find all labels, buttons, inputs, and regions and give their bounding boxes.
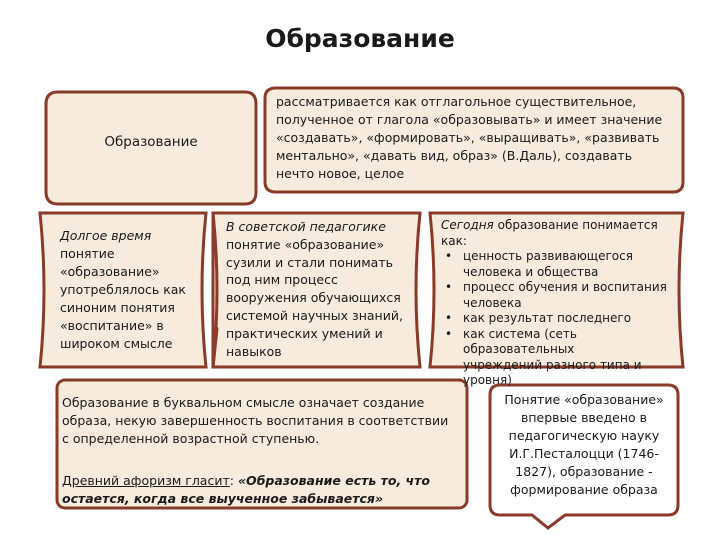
today-list <box>441 249 681 389</box>
definition-line: полученное от глагола «образовывать» и имеет значение <box>276 112 663 127</box>
soviet-line: понятие «образование» <box>226 236 385 252</box>
longtime-line: понятие <box>60 246 115 261</box>
callout-line: 1827), образование - <box>515 464 653 479</box>
callout-line: впервые введено в <box>521 410 647 425</box>
literal-line: образа, некую завершенность воспитания в соответствии <box>62 413 449 428</box>
list-item: • как система (сеть образовательных учреждений разного типа и уровня) <box>441 327 681 389</box>
definition-line: «создавать», «формировать», «выращивать», «развивать <box>276 130 660 145</box>
list-item: • как результат последнего <box>441 311 681 327</box>
literal-line: с определенной возрастной ступенью. <box>62 431 320 446</box>
soviet-line: навыков <box>226 343 282 359</box>
longtime-line: «воспитание» в <box>60 318 164 333</box>
list-item: • процесс обучения и воспитания человека <box>441 280 681 311</box>
longtime-line: широком смысле <box>60 336 173 351</box>
soviet-text <box>226 218 416 360</box>
definition-line: ментально», «давать вид, образ» (В.Даль), создавать <box>276 148 633 163</box>
literal-text <box>62 394 464 448</box>
literal-line: Образование в буквальном смысле означает создание <box>62 395 425 410</box>
soviet-lead: В советской педагогике <box>226 219 386 234</box>
soviet-line: под ним процесс <box>226 272 338 288</box>
longtime-line: употреблялось как <box>60 282 186 297</box>
callout-text <box>492 391 676 499</box>
list-item: • ценность развивающегося человека и общества <box>441 249 681 280</box>
soviet-line: вооружения обучающихся <box>226 290 401 306</box>
aphorism-quote-2: остается, когда все выученное забывается» <box>62 491 384 506</box>
callout-line: И.Г.Песталоцци (1746- <box>509 446 659 461</box>
definition-text <box>276 93 676 183</box>
aphorism <box>62 472 464 508</box>
aphorism-quote-1: «Образование есть то, что <box>237 473 430 488</box>
today-lead: Сегодня <box>441 218 494 232</box>
term-label: Образование <box>104 134 198 150</box>
soviet-line: сузили и стали понимать <box>226 254 393 270</box>
today-text <box>441 218 681 389</box>
longtime-line: синоним понятия <box>60 300 175 315</box>
definition-line: рассматривается как отглагольное существительное, <box>276 94 637 109</box>
longtime-text <box>60 227 200 353</box>
today-heading <box>441 218 681 249</box>
soviet-line: практических умений и <box>226 325 383 341</box>
soviet-line: системой научных знаний, <box>226 307 403 323</box>
aphorism-sep: : <box>229 473 238 488</box>
definition-line: нечто новое, целое <box>276 166 405 181</box>
callout-line: педагогическую науку <box>508 428 660 443</box>
callout-line: Понятие «образование» <box>504 392 664 407</box>
longtime-line: Долгое время <box>60 228 152 243</box>
today-lead-rest: образование понимается как: <box>441 218 658 248</box>
aphorism-label: Древний афоризм гласит <box>62 473 230 488</box>
page-title: Образование <box>265 24 455 53</box>
callout-line: формирование образа <box>510 482 658 497</box>
longtime-line: «образование» <box>60 264 160 279</box>
